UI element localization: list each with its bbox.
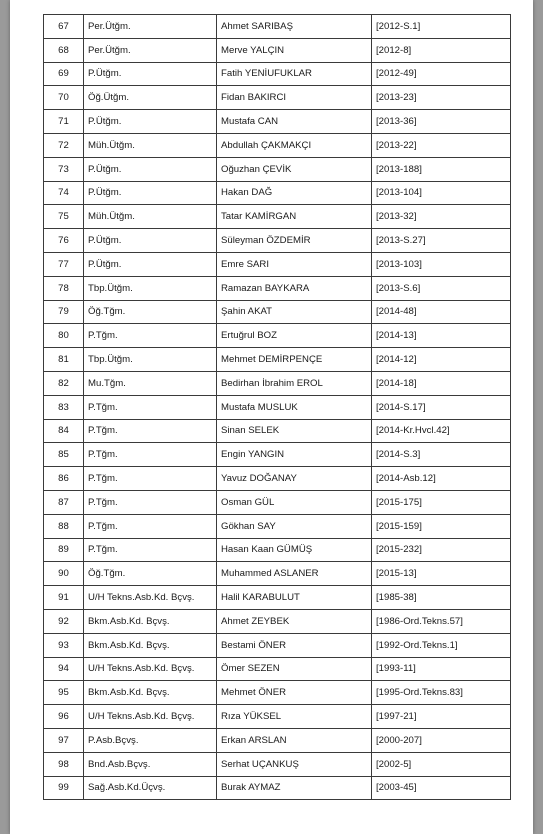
- name-cell: Süleyman ÖZDEMİR: [217, 229, 372, 253]
- table-row: [44, 86, 511, 110]
- rank-cell: P.Ütğm.: [84, 157, 217, 181]
- table-row: [44, 133, 511, 157]
- name-cell: Yavuz DOĞANAY: [217, 467, 372, 491]
- rank-cell: P.Tğm.: [84, 538, 217, 562]
- code-cell: [2013-S.6]: [372, 276, 511, 300]
- name-cell: Muhammed ASLANER: [217, 562, 372, 586]
- row-number: 94: [44, 657, 84, 681]
- rank-cell: P.Tğm.: [84, 443, 217, 467]
- name-cell: Fatih YENİUFUKLAR: [217, 62, 372, 86]
- rank-cell: Bnd.Asb.Bçvş.: [84, 752, 217, 776]
- rank-cell: P.Tğm.: [84, 467, 217, 491]
- row-number: 92: [44, 609, 84, 633]
- rank-cell: Per.Ütğm.: [84, 15, 217, 39]
- rank-cell: Tbp.Ütğm.: [84, 348, 217, 372]
- code-cell: [2014-Asb.12]: [372, 467, 511, 491]
- rank-cell: U/H Tekns.Asb.Kd. Bçvş.: [84, 657, 217, 681]
- name-cell: Ahmet ZEYBEK: [217, 609, 372, 633]
- table-row: [44, 395, 511, 419]
- name-cell: Ramazan BAYKARA: [217, 276, 372, 300]
- table-row: [44, 157, 511, 181]
- row-number: 79: [44, 300, 84, 324]
- code-cell: [2014-S.3]: [372, 443, 511, 467]
- table-row: [44, 705, 511, 729]
- row-number: 73: [44, 157, 84, 181]
- name-cell: Ertuğrul BOZ: [217, 324, 372, 348]
- rank-cell: Müh.Ütğm.: [84, 133, 217, 157]
- row-number: 95: [44, 681, 84, 705]
- code-cell: [2014-13]: [372, 324, 511, 348]
- table-row: [44, 586, 511, 610]
- row-number: 68: [44, 38, 84, 62]
- rank-cell: P.Tğm.: [84, 324, 217, 348]
- code-cell: [2015-232]: [372, 538, 511, 562]
- code-cell: [2014-12]: [372, 348, 511, 372]
- rank-cell: P.Ütğm.: [84, 62, 217, 86]
- rank-cell: U/H Tekns.Asb.Kd. Bçvş.: [84, 705, 217, 729]
- row-number: 80: [44, 324, 84, 348]
- code-cell: [2013-188]: [372, 157, 511, 181]
- table-row: [44, 514, 511, 538]
- name-cell: Osman GÜL: [217, 490, 372, 514]
- row-number: 76: [44, 229, 84, 253]
- table-row: [44, 181, 511, 205]
- code-cell: [1995-Ord.Tekns.83]: [372, 681, 511, 705]
- code-cell: [2015-175]: [372, 490, 511, 514]
- rank-cell: P.Tğm.: [84, 514, 217, 538]
- row-number: 84: [44, 419, 84, 443]
- row-number: 91: [44, 586, 84, 610]
- row-number: 67: [44, 15, 84, 39]
- code-cell: [2013-22]: [372, 133, 511, 157]
- name-cell: Ahmet SARIBAŞ: [217, 15, 372, 39]
- name-cell: Mustafa CAN: [217, 110, 372, 134]
- row-number: 75: [44, 205, 84, 229]
- name-cell: Oğuzhan ÇEVİK: [217, 157, 372, 181]
- row-number: 70: [44, 86, 84, 110]
- table-row: [44, 371, 511, 395]
- name-cell: Fidan BAKIRCI: [217, 86, 372, 110]
- rank-cell: P.Tğm.: [84, 419, 217, 443]
- table-row: [44, 681, 511, 705]
- row-number: 99: [44, 776, 84, 800]
- rank-cell: Sağ.Asb.Kd.Üçvş.: [84, 776, 217, 800]
- rank-cell: U/H Tekns.Asb.Kd. Bçvş.: [84, 586, 217, 610]
- table-row: [44, 110, 511, 134]
- name-cell: Mehmet ÖNER: [217, 681, 372, 705]
- rank-cell: Öğ.Tğm.: [84, 562, 217, 586]
- rank-cell: P.Tğm.: [84, 490, 217, 514]
- rank-cell: Öğ.Tğm.: [84, 300, 217, 324]
- name-cell: Engin YANGIN: [217, 443, 372, 467]
- table-row: [44, 324, 511, 348]
- table-row: [44, 38, 511, 62]
- row-number: 89: [44, 538, 84, 562]
- rank-cell: P.Ütğm.: [84, 110, 217, 134]
- code-cell: [2014-18]: [372, 371, 511, 395]
- table-row: [44, 62, 511, 86]
- name-cell: Merve YALÇIN: [217, 38, 372, 62]
- row-number: 90: [44, 562, 84, 586]
- row-number: 83: [44, 395, 84, 419]
- rank-cell: P.Ütğm.: [84, 252, 217, 276]
- code-cell: [2013-32]: [372, 205, 511, 229]
- table-row: [44, 467, 511, 491]
- table-row: [44, 443, 511, 467]
- code-cell: [2015-159]: [372, 514, 511, 538]
- row-number: 96: [44, 705, 84, 729]
- name-cell: Serhat UÇANKUŞ: [217, 752, 372, 776]
- table-row: [44, 538, 511, 562]
- row-number: 71: [44, 110, 84, 134]
- code-cell: [2014-Kr.Hvcl.42]: [372, 419, 511, 443]
- rank-cell: Per.Ütğm.: [84, 38, 217, 62]
- row-number: 87: [44, 490, 84, 514]
- name-cell: Ömer SEZEN: [217, 657, 372, 681]
- row-number: 69: [44, 62, 84, 86]
- row-number: 88: [44, 514, 84, 538]
- row-number: 78: [44, 276, 84, 300]
- code-cell: [2013-23]: [372, 86, 511, 110]
- name-cell: Erkan ARSLAN: [217, 728, 372, 752]
- rank-cell: Mu.Tğm.: [84, 371, 217, 395]
- name-cell: Gökhan SAY: [217, 514, 372, 538]
- name-cell: Burak AYMAZ: [217, 776, 372, 800]
- row-number: 86: [44, 467, 84, 491]
- table-row: [44, 348, 511, 372]
- rank-cell: Tbp.Ütğm.: [84, 276, 217, 300]
- code-cell: [1985-38]: [372, 586, 511, 610]
- name-cell: Halil KARABULUT: [217, 586, 372, 610]
- row-number: 85: [44, 443, 84, 467]
- table-row: [44, 229, 511, 253]
- name-cell: Tatar KAMİRGAN: [217, 205, 372, 229]
- code-cell: [2012-S.1]: [372, 15, 511, 39]
- name-cell: Hasan Kaan GÜMÜŞ: [217, 538, 372, 562]
- table-row: [44, 276, 511, 300]
- name-cell: Bedirhan İbrahim EROL: [217, 371, 372, 395]
- table-row: [44, 728, 511, 752]
- name-cell: Mehmet DEMİRPENÇE: [217, 348, 372, 372]
- name-cell: Mustafa MUSLUK: [217, 395, 372, 419]
- table-row: [44, 657, 511, 681]
- row-number: 74: [44, 181, 84, 205]
- table-row: [44, 419, 511, 443]
- code-cell: [2012-8]: [372, 38, 511, 62]
- personnel-table: [43, 14, 511, 800]
- rank-cell: Bkm.Asb.Kd. Bçvş.: [84, 681, 217, 705]
- table-row: [44, 205, 511, 229]
- code-cell: [1993-11]: [372, 657, 511, 681]
- row-number: 72: [44, 133, 84, 157]
- rank-cell: Öğ.Ütğm.: [84, 86, 217, 110]
- rank-cell: Bkm.Asb.Kd. Bçvş.: [84, 633, 217, 657]
- row-number: 97: [44, 728, 84, 752]
- row-number: 98: [44, 752, 84, 776]
- code-cell: [1992-Ord.Tekns.1]: [372, 633, 511, 657]
- code-cell: [2000-207]: [372, 728, 511, 752]
- name-cell: Bestami ÖNER: [217, 633, 372, 657]
- table-row: [44, 252, 511, 276]
- row-number: 82: [44, 371, 84, 395]
- code-cell: [1986-Ord.Tekns.57]: [372, 609, 511, 633]
- name-cell: Hakan DAĞ: [217, 181, 372, 205]
- code-cell: [2002-5]: [372, 752, 511, 776]
- code-cell: [2013-103]: [372, 252, 511, 276]
- name-cell: Emre SARI: [217, 252, 372, 276]
- table-row: [44, 562, 511, 586]
- rank-cell: P.Tğm.: [84, 395, 217, 419]
- row-number: 81: [44, 348, 84, 372]
- row-number: 93: [44, 633, 84, 657]
- code-cell: [2014-48]: [372, 300, 511, 324]
- table-row: [44, 633, 511, 657]
- code-cell: [1997-21]: [372, 705, 511, 729]
- table-row: [44, 15, 511, 39]
- code-cell: [2013-104]: [372, 181, 511, 205]
- rank-cell: P.Ütğm.: [84, 181, 217, 205]
- document-page: [10, 0, 533, 834]
- table-row: [44, 776, 511, 800]
- table-row: [44, 752, 511, 776]
- rank-cell: Müh.Ütğm.: [84, 205, 217, 229]
- row-number: 77: [44, 252, 84, 276]
- code-cell: [2003-45]: [372, 776, 511, 800]
- name-cell: Abdullah ÇAKMAKÇI: [217, 133, 372, 157]
- code-cell: [2014-S.17]: [372, 395, 511, 419]
- code-cell: [2013-36]: [372, 110, 511, 134]
- name-cell: Sinan SELEK: [217, 419, 372, 443]
- table-row: [44, 609, 511, 633]
- table-body: [44, 15, 511, 800]
- name-cell: Rıza YÜKSEL: [217, 705, 372, 729]
- code-cell: [2015-13]: [372, 562, 511, 586]
- name-cell: Şahin AKAT: [217, 300, 372, 324]
- rank-cell: P.Ütğm.: [84, 229, 217, 253]
- table-row: [44, 490, 511, 514]
- rank-cell: P.Asb.Bçvş.: [84, 728, 217, 752]
- table-row: [44, 300, 511, 324]
- code-cell: [2013-S.27]: [372, 229, 511, 253]
- rank-cell: Bkm.Asb.Kd. Bçvş.: [84, 609, 217, 633]
- code-cell: [2012-49]: [372, 62, 511, 86]
